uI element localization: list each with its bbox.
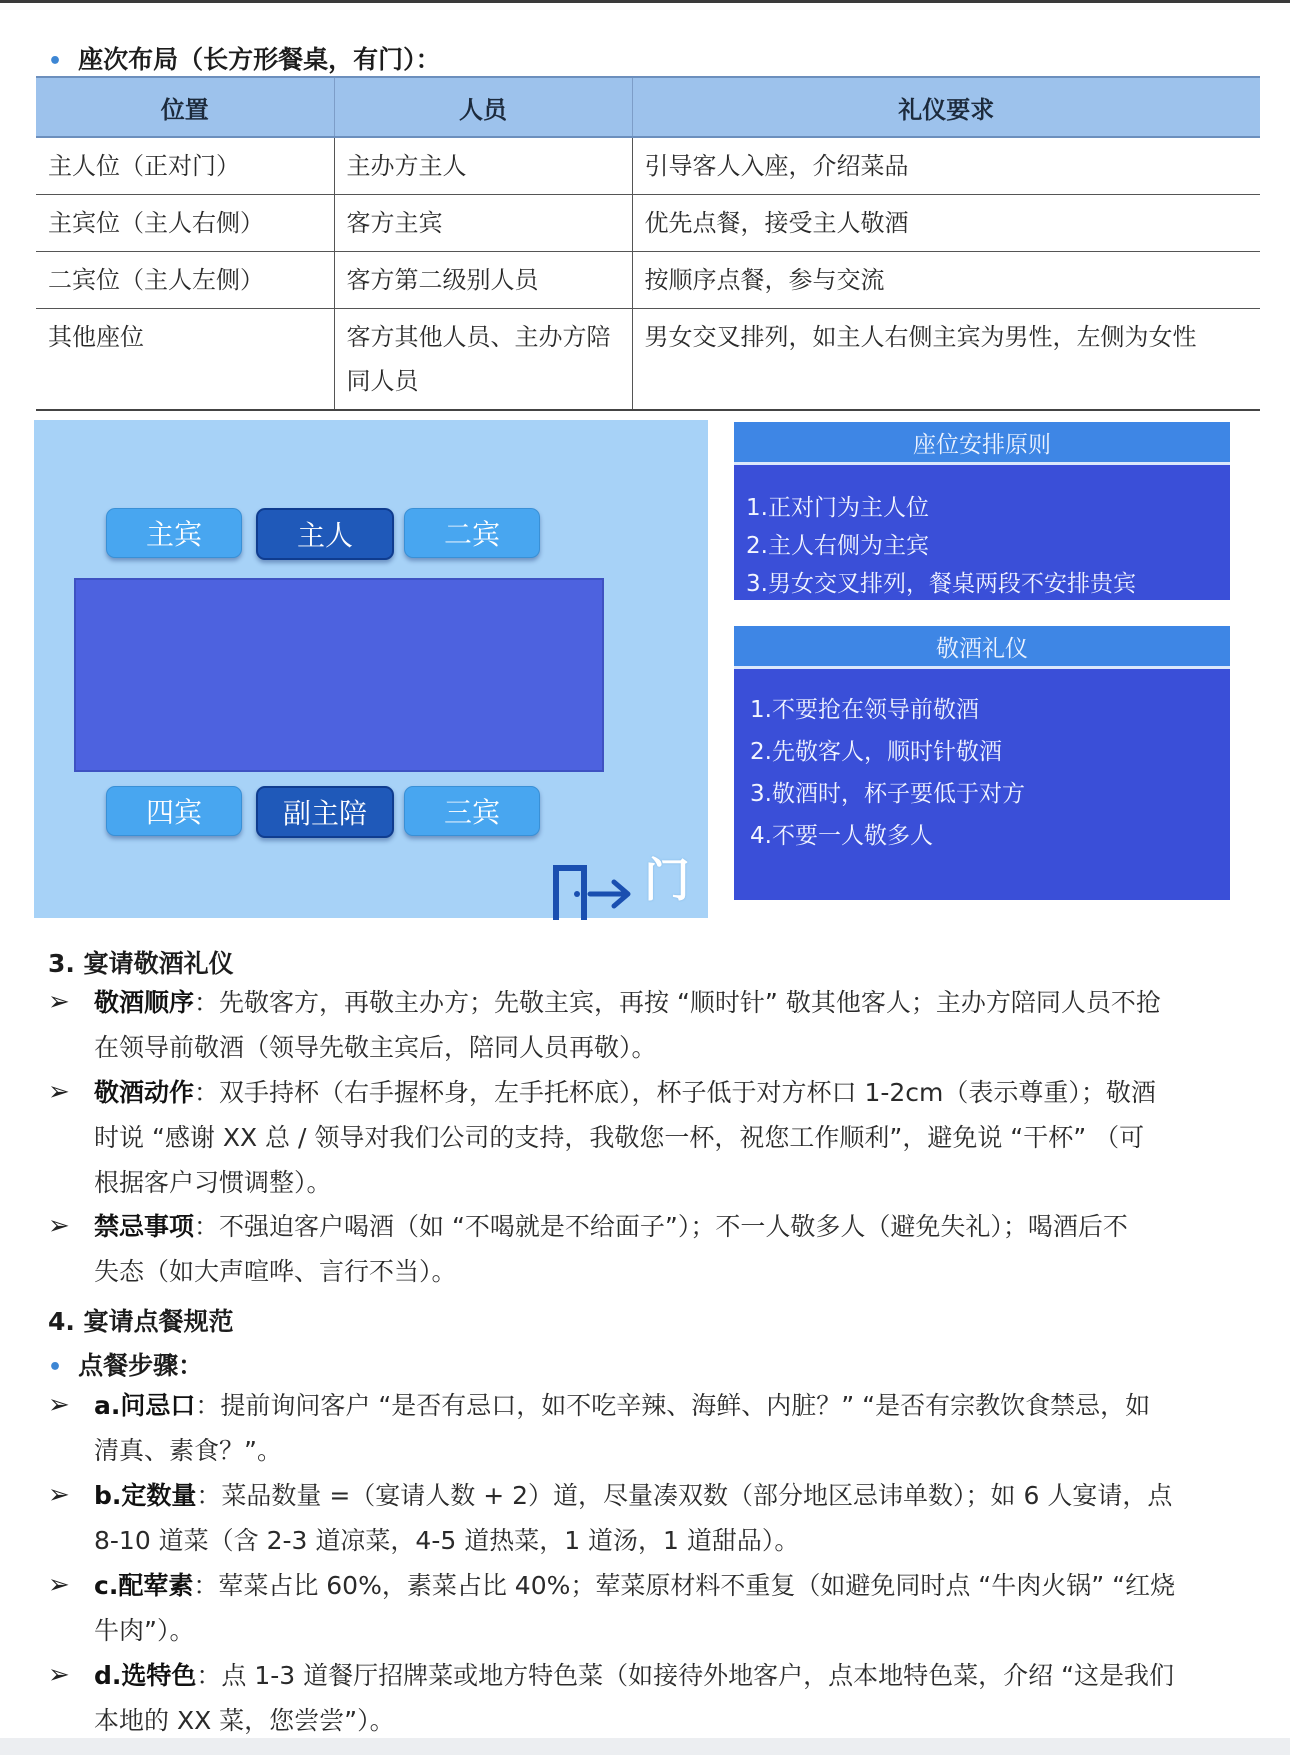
bullet-label: 敬酒动作 bbox=[94, 1078, 195, 1107]
order-steps-heading bbox=[48, 1346, 203, 1382]
header-position: 位置 bbox=[36, 77, 334, 137]
seat-main-guest: 主宾 bbox=[106, 508, 242, 558]
toast-item: 2.先敬客人，顺时针敬酒 bbox=[750, 739, 1002, 765]
layout-heading-text: 座次布局（长方形餐桌，有门）： bbox=[78, 45, 441, 74]
table-row bbox=[36, 137, 1260, 195]
layout-heading bbox=[48, 40, 441, 76]
bullet-label: c.配荤素 bbox=[94, 1571, 194, 1600]
header-person: 人员 bbox=[334, 77, 632, 137]
bullet-label: 禁忌事项 bbox=[94, 1212, 195, 1241]
table-row bbox=[36, 309, 1260, 411]
arrow-bullet-icon: ➢ bbox=[48, 987, 70, 1017]
bullet-label: d.选特色 bbox=[94, 1661, 197, 1690]
seat-fourth-guest: 四宾 bbox=[106, 786, 242, 836]
principles-panel bbox=[734, 422, 1230, 600]
bullet-label: b.定数量 bbox=[94, 1481, 197, 1510]
cell-etiquette: 男女交叉排列，如主人右侧主宾为男性，左侧为女性 bbox=[632, 309, 1260, 411]
door-label: 门 bbox=[644, 853, 690, 907]
cell-position: 二宾位（主人左侧） bbox=[36, 252, 334, 309]
cell-person: 客方主宾 bbox=[334, 195, 632, 252]
toast-item: 3.敬酒时，杯子要低于对方 bbox=[750, 781, 1025, 807]
bullet-text: 本地的 XX 菜，您尝尝”）。 bbox=[94, 1706, 395, 1735]
bullet-text: ：不强迫客户喝酒（如 “不喝就是不给面子”）；不一人敬多人（避免失礼）；喝酒后不 bbox=[194, 1212, 1128, 1241]
arrow-bullet-icon: ➢ bbox=[48, 1660, 70, 1690]
bullet-text: ：菜品数量 =（宴请人数 + 2）道，尽量凑双数（部分地区忌讳单数）；如 6 人宴请，点 bbox=[196, 1481, 1173, 1510]
principle-item: 1.正对门为主人位 bbox=[746, 495, 929, 521]
seat-second-guest: 二宾 bbox=[404, 508, 540, 558]
bottom-shade bbox=[0, 1738, 1290, 1755]
arrow-bullet-icon: ➢ bbox=[48, 1390, 70, 1420]
bullet-text: 8-10 道菜（含 2-3 道凉菜，4-5 道热菜，1 道汤，1 道甜品）。 bbox=[94, 1526, 800, 1555]
toast-item: 4.不要一人敬多人 bbox=[750, 823, 933, 849]
toast-item: 1.不要抢在领导前敬酒 bbox=[750, 697, 979, 723]
cell-person: 客方其他人员、主办方陪同人员 bbox=[334, 309, 632, 411]
arrow-bullet-icon: ➢ bbox=[48, 1077, 70, 1107]
arrow-bullet-icon: ➢ bbox=[48, 1480, 70, 1510]
bullet-dot: • bbox=[48, 49, 63, 74]
bullet-text: ：提前询问客户 “是否有忌口，如不吃辛辣、海鲜、内脏？” “是否有宗教饮食禁忌，如 bbox=[195, 1391, 1151, 1420]
section4-title: 4. 宴请点餐规范 bbox=[48, 1307, 234, 1336]
cell-etiquette: 按顺序点餐，参与交流 bbox=[632, 252, 1260, 309]
bullet-label: a.问忌口 bbox=[94, 1391, 196, 1420]
arrow-bullet-icon: ➢ bbox=[48, 1570, 70, 1600]
bullet-text: 失态（如大声喧哗、言行不当）。 bbox=[94, 1257, 457, 1286]
bullet-text: ：荤菜占比 60%，素菜占比 40%；荤菜原材料不重复（如避免同时点 “牛肉火锅” “红烧 bbox=[193, 1571, 1176, 1600]
seating-diagram bbox=[34, 420, 708, 918]
bullet-text: ：双手持杯（右手握杯身，左手托杯底），杯子低于对方杯口 1-2cm（表示尊重）；敬酒 bbox=[194, 1078, 1156, 1107]
cell-etiquette: 优先点餐，接受主人敬酒 bbox=[632, 195, 1260, 252]
bullet-text: 牛肉”）。 bbox=[94, 1616, 195, 1645]
seat-third-guest: 三宾 bbox=[404, 786, 540, 836]
bullet-text: 时说 “感谢 XX 总 / 领导对我们公司的支持，我敬您一杯，祝您工作顺利”，避免说 “干杯” （可 bbox=[94, 1123, 1145, 1152]
table-row bbox=[36, 195, 1260, 252]
cell-position: 其他座位 bbox=[36, 309, 334, 411]
bullet-text: 在领导前敬酒（领导先敬主宾后，陪同人员再敬）。 bbox=[94, 1033, 657, 1062]
principle-item: 2.主人右侧为主宾 bbox=[746, 533, 929, 559]
cell-etiquette: 引导客人入座，介绍菜品 bbox=[632, 137, 1260, 195]
dining-table bbox=[74, 578, 604, 772]
table-row bbox=[36, 252, 1260, 309]
arrow-bullet-icon: ➢ bbox=[48, 1211, 70, 1241]
bullet-dot: • bbox=[48, 1355, 63, 1380]
header-etiquette: 礼仪要求 bbox=[632, 77, 1260, 137]
cell-position: 主人位（正对门） bbox=[36, 137, 334, 195]
bullet-label: 敬酒顺序 bbox=[94, 988, 195, 1017]
bullet-text: ：点 1-3 道餐厅招牌菜或地方特色菜（如接待外地客户，点本地特色菜，介绍 “这是我们 bbox=[196, 1661, 1175, 1690]
principles-title: 座位安排原则 bbox=[734, 422, 1230, 465]
toast-panel bbox=[734, 626, 1230, 900]
order-steps-text: 点餐步骤： bbox=[78, 1351, 204, 1380]
toast-title: 敬酒礼仪 bbox=[734, 626, 1230, 669]
seat-host: 主人 bbox=[256, 508, 394, 560]
table-header-row bbox=[36, 77, 1260, 137]
cell-person: 主办方主人 bbox=[334, 137, 632, 195]
bullet-text: ：先敬客方，再敬主办方；先敬主宾，再按 “顺时针” 敬其他客人；主办方陪同人员不抢 bbox=[194, 988, 1161, 1017]
bullet-text: 清真、素食？”。 bbox=[94, 1436, 282, 1465]
section3-title: 3. 宴请敬酒礼仪 bbox=[48, 949, 234, 978]
top-border bbox=[0, 0, 1290, 3]
principle-item: 3.男女交叉排列，餐桌两段不安排贵宾 bbox=[746, 571, 1136, 597]
bullet-text: 根据客户习惯调整）。 bbox=[94, 1168, 332, 1197]
cell-position: 主宾位（主人右侧） bbox=[36, 195, 334, 252]
cell-person: 客方第二级别人员 bbox=[334, 252, 632, 309]
door-exit-icon bbox=[550, 860, 636, 920]
seat-table bbox=[36, 76, 1260, 411]
seat-deputy-host: 副主陪 bbox=[256, 786, 394, 838]
